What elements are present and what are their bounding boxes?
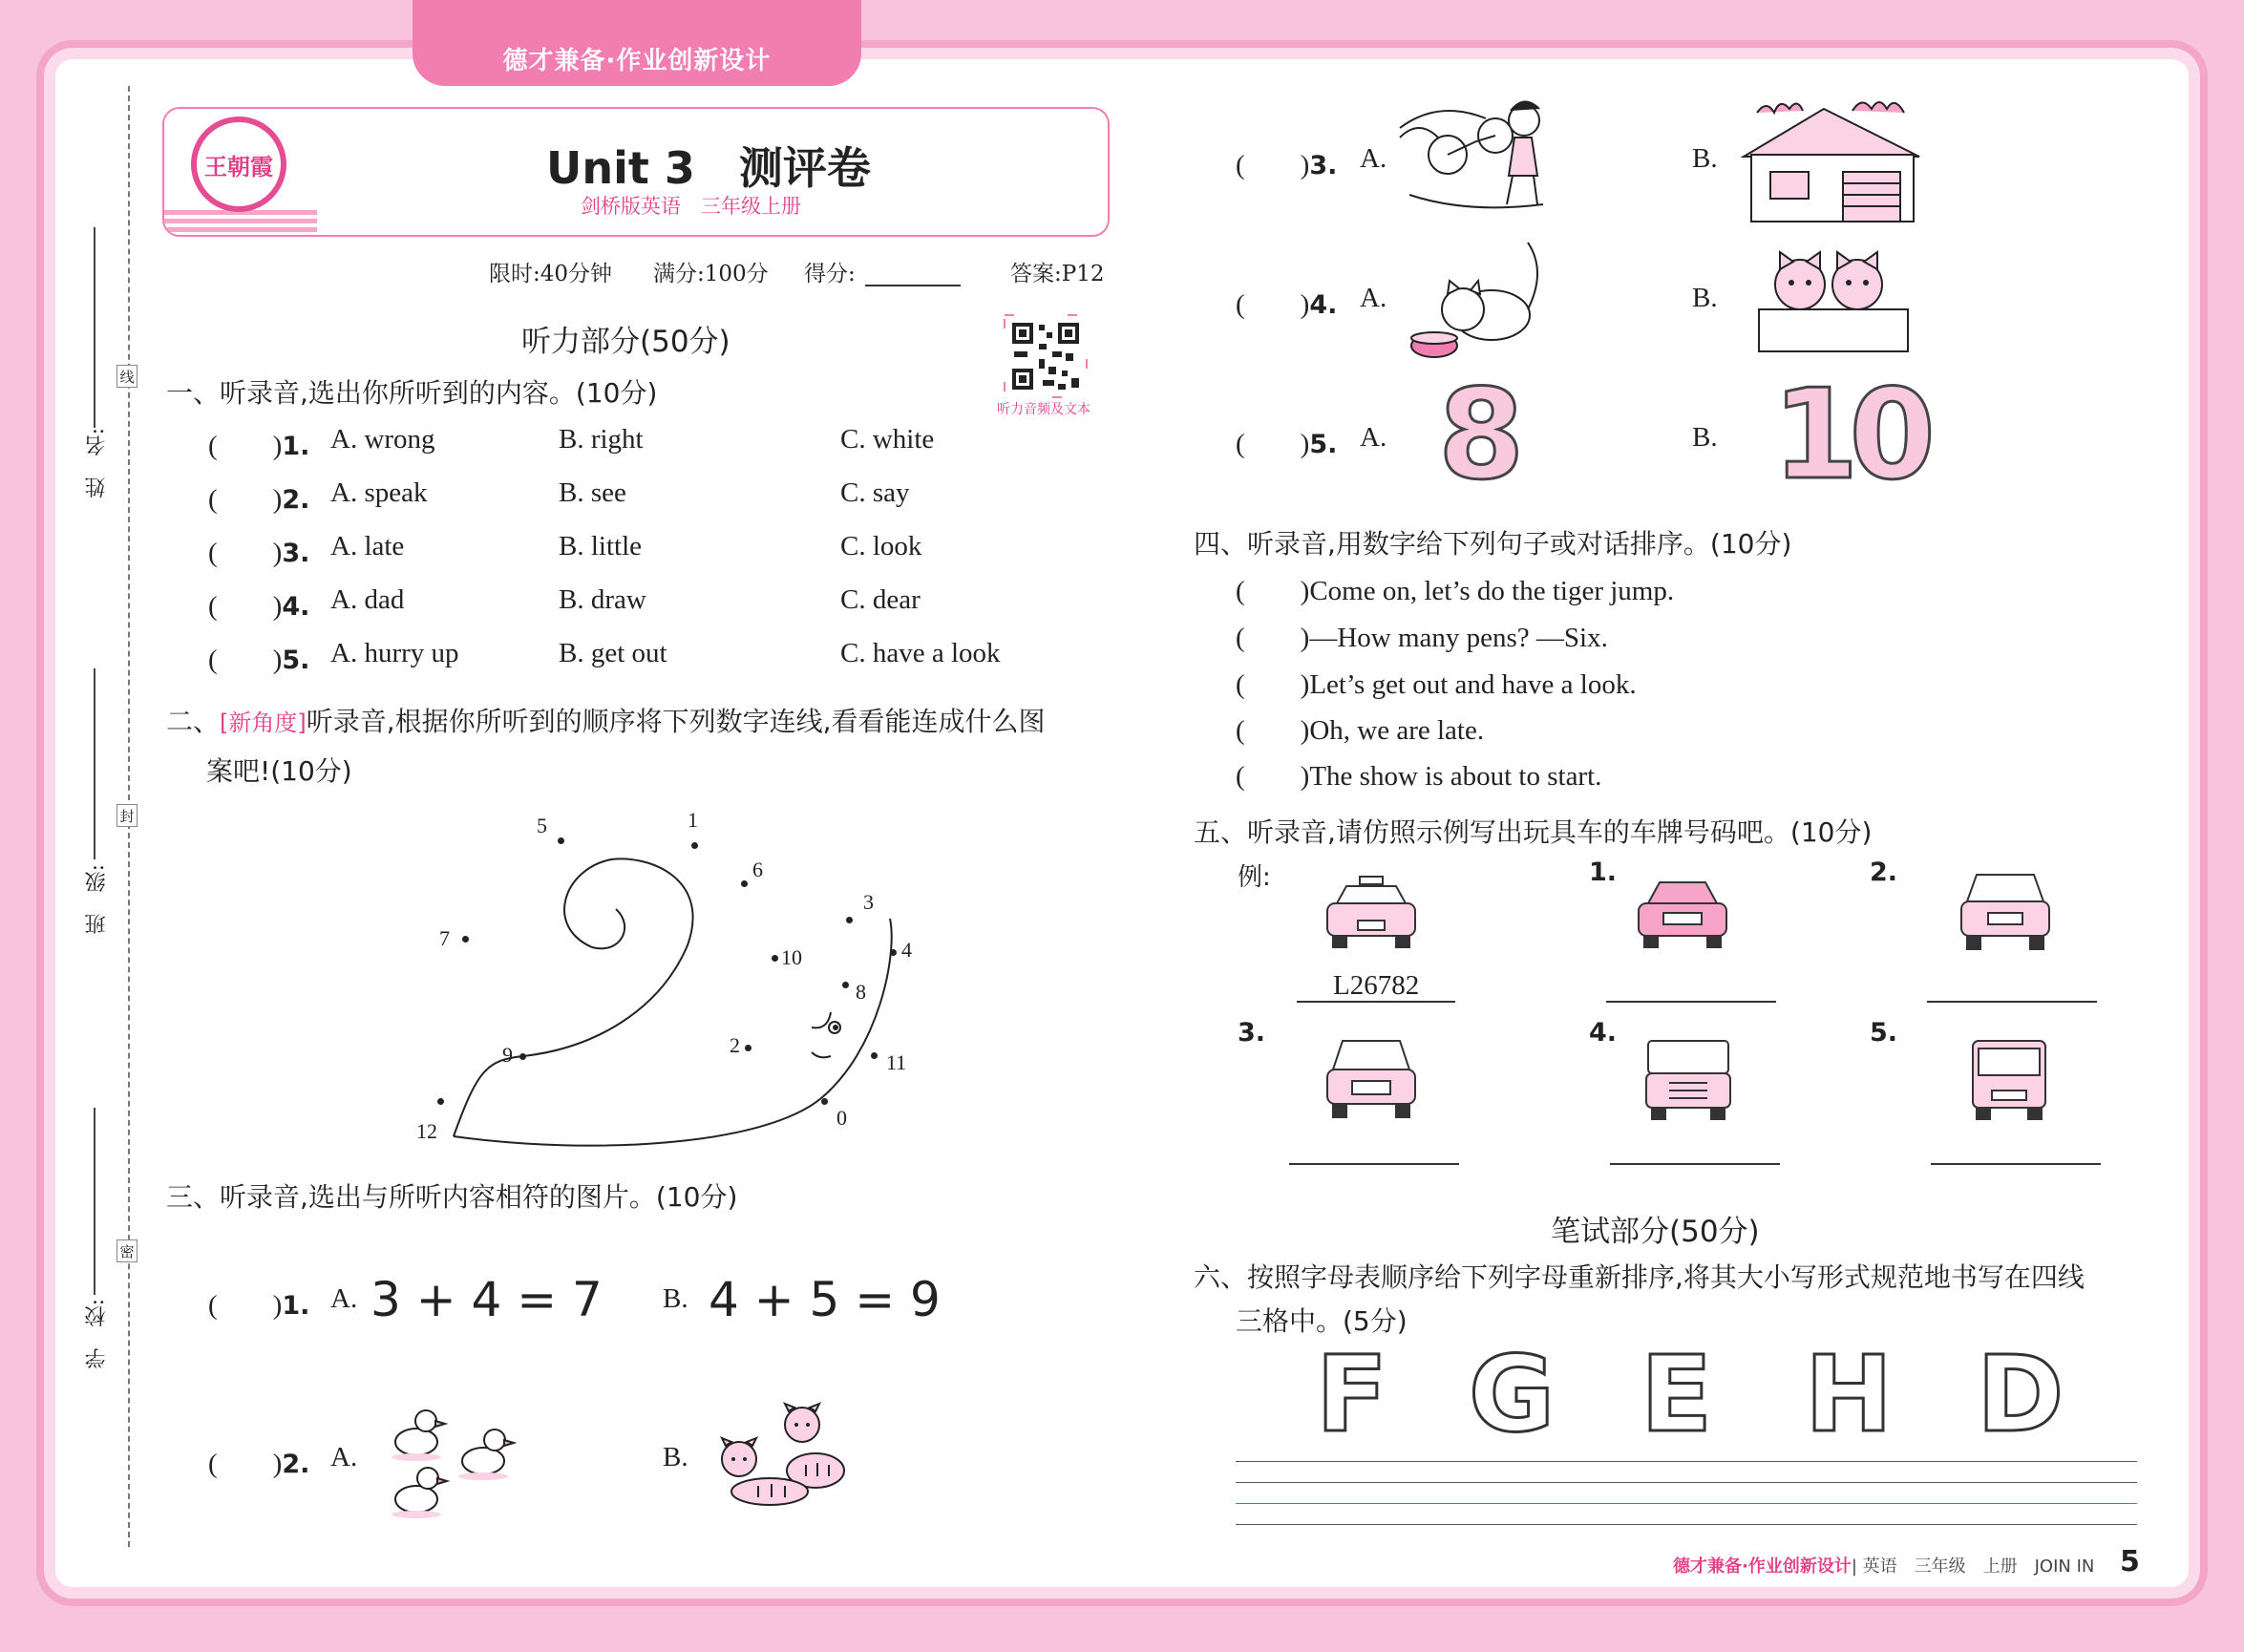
dot-label-4: 4 — [901, 938, 912, 962]
name-label: 姓 名: — [85, 428, 109, 498]
q5-label-3: 3. — [1238, 1018, 1266, 1048]
q2-heading-cont: 案吧!(10分) — [206, 755, 352, 787]
top-tab: 德才兼备·作业创新设计 — [413, 0, 861, 86]
q1-number: 3. — [282, 539, 310, 568]
answer-blank[interactable]: ( ) — [1236, 669, 1310, 700]
dot-label-5: 5 — [537, 814, 547, 837]
dot-10[interactable] — [772, 955, 778, 962]
letter-G: G — [1469, 1333, 1556, 1455]
plate-field-3[interactable] — [1289, 1163, 1459, 1165]
q6-heading-cont: 三格中。(5分) — [1236, 1305, 1408, 1337]
header-box — [162, 107, 1110, 237]
q1-3-option-a: A. late — [330, 531, 405, 561]
q1-1-option-c: C. white — [840, 424, 935, 455]
full-score: 满分:100分 — [653, 262, 769, 286]
q3-3-label-a: A. — [1360, 143, 1387, 174]
page-title: Unit 3 测评卷 — [546, 142, 871, 194]
dot-label-0: 0 — [836, 1106, 847, 1130]
q3-5-label-b: B. — [1692, 422, 1718, 453]
dot-label-1: 1 — [688, 808, 698, 832]
dot-6[interactable] — [741, 880, 748, 887]
answer-blank[interactable]: ( ) — [208, 431, 283, 461]
q3-4-label-b: B. — [1692, 283, 1718, 313]
dot-1[interactable] — [691, 842, 698, 849]
answer-blank[interactable]: ( ) — [1236, 576, 1310, 606]
footer-info: | 英语 三年级 上册 JOIN IN — [1851, 1557, 2095, 1577]
q4-item-3 — [1236, 663, 1637, 702]
class-label: 班 级: — [85, 864, 109, 935]
letter-H: H — [1805, 1333, 1894, 1455]
q1-5-option-b: B. get out — [559, 638, 667, 668]
q1-3-option-b: B. little — [559, 531, 642, 561]
q4-sentence: Oh, we are late. — [1309, 715, 1485, 746]
dot-2[interactable] — [745, 1045, 752, 1051]
letter-F: F — [1316, 1333, 1388, 1455]
listening-title: 听力部分(50分) — [521, 325, 730, 359]
dot-label-11: 11 — [886, 1050, 907, 1074]
example-plate: L26782 — [1333, 970, 1420, 1001]
q5-label-2: 2. — [1870, 858, 1898, 887]
page-number: 5 — [2120, 1545, 2140, 1578]
q3-4-label-a: A. — [1360, 283, 1387, 313]
example-label: 例: — [1238, 863, 1271, 892]
tigers-picture — [710, 1404, 863, 1518]
answer-blank[interactable]: ( ) — [1236, 715, 1310, 746]
q3-number: 2. — [282, 1450, 310, 1479]
qr-code — [1005, 315, 1087, 397]
answer-ref: 答案:P12 — [1010, 262, 1105, 286]
q3-number: 1. — [282, 1291, 310, 1321]
answer-blank[interactable]: ( ) — [1236, 623, 1310, 653]
q1-number: 5. — [282, 646, 310, 675]
ducks-picture — [369, 1394, 540, 1528]
q4-sentence: The show is about to start. — [1309, 761, 1602, 792]
q1-number: 2. — [282, 485, 310, 515]
q1-1-option-a: A. wrong — [330, 424, 435, 455]
q3-row-3 — [1236, 143, 1337, 182]
four-line-grid[interactable] — [1236, 1461, 2137, 1528]
grid-line — [1236, 1503, 2137, 1504]
answer-blank[interactable]: ( ) — [208, 484, 283, 515]
dot-0[interactable] — [821, 1098, 828, 1105]
house-fire-picture — [1738, 95, 1929, 225]
q4-item-5 — [1236, 754, 1601, 794]
q2-heading-text: 听录音,根据你所听到的顺序将下列数字连线,看看能连成什么图 — [306, 706, 1046, 737]
answer-blank[interactable]: ( ) — [1236, 289, 1310, 320]
dot-to-dot-snail[interactable] — [382, 802, 993, 1165]
answer-blank[interactable]: ( ) — [208, 1449, 283, 1479]
q2-heading — [166, 701, 1046, 739]
q3-heading: 三、听录音,选出与所听内容相符的图片。(10分) — [166, 1181, 738, 1213]
plate-field-5[interactable] — [1931, 1163, 2101, 1165]
q1-4-option-b: B. draw — [559, 584, 646, 615]
new-angle-tag: [新角度] — [220, 710, 307, 736]
q1-row-4 — [208, 584, 309, 624]
q1-heading: 一、听录音,选出你所听到的内容。(10分) — [166, 377, 658, 409]
q3-row-2 — [208, 1442, 309, 1481]
dot-label-7: 7 — [439, 926, 450, 950]
q1-2-option-b: B. see — [559, 477, 626, 508]
dot-label-12: 12 — [416, 1119, 437, 1143]
q4-item-4 — [1236, 709, 1484, 748]
q3-row-5 — [1236, 422, 1337, 461]
answer-blank[interactable]: ( ) — [1236, 150, 1310, 180]
score-field[interactable] — [865, 285, 961, 286]
logo-band — [164, 210, 317, 235]
q3-5-label-a: A. — [1360, 422, 1387, 453]
q1-4-option-a: A. dad — [330, 584, 405, 615]
q1-number: 4. — [282, 592, 310, 622]
q1-2-option-a: A. speak — [330, 477, 428, 508]
q4-sentence: Come on, let’s do the tiger jump. — [1309, 576, 1675, 606]
letter-E: E — [1641, 1333, 1713, 1455]
q6-heading: 六、按照字母表顺序给下列字母重新排序,将其大小写形式规范地书写在四线 — [1194, 1261, 2085, 1293]
q1-row-1 — [208, 424, 309, 463]
answer-blank[interactable]: ( ) — [208, 538, 283, 568]
writing-title: 笔试部分(50分) — [1551, 1215, 1760, 1249]
q1-3-option-c: C. look — [840, 531, 922, 561]
q4-sentence: —How many pens? —Six. — [1309, 623, 1608, 653]
grid-line — [1236, 1482, 2137, 1483]
number-ten-picture: 10 — [1772, 362, 1926, 507]
letter-D: D — [1977, 1333, 2064, 1455]
q3-number: 5. — [1309, 430, 1338, 459]
van-picture — [1958, 869, 2053, 955]
dot-7[interactable] — [462, 936, 469, 942]
q4-heading: 四、听录音,用数字给下列句子或对话排序。(10分) — [1194, 528, 1792, 560]
q1-5-option-a: A. hurry up — [330, 638, 459, 668]
plate-field-4[interactable] — [1610, 1163, 1780, 1165]
name-field[interactable] — [94, 227, 95, 428]
grid-line — [1236, 1524, 2137, 1525]
plate-field-2[interactable] — [1927, 1001, 2097, 1003]
q5-label-1: 1. — [1589, 858, 1618, 887]
dot-label-3: 3 — [863, 890, 874, 914]
example-plate-line — [1297, 1001, 1455, 1003]
qr-caption: 听力音频及文本 — [997, 402, 1090, 417]
dot-5[interactable] — [558, 837, 564, 844]
dot-9[interactable] — [519, 1053, 526, 1060]
q1-5-option-c: C. have a look — [840, 638, 1001, 668]
answer-blank[interactable]: ( ) — [208, 1290, 283, 1321]
q4-item-1 — [1236, 569, 1674, 608]
footer — [1673, 1553, 2094, 1578]
q3-number: 3. — [1309, 151, 1338, 180]
dot-4[interactable] — [890, 949, 897, 956]
q3-3-label-b: B. — [1692, 143, 1718, 174]
answer-blank[interactable]: ( ) — [1236, 429, 1310, 459]
answer-blank[interactable]: ( ) — [208, 645, 283, 675]
dot-label-10: 10 — [781, 945, 802, 969]
q2-prefix: 二、 — [166, 706, 221, 737]
q1-row-2 — [208, 477, 309, 517]
q1-number: 1. — [282, 432, 310, 461]
q1-row-5 — [208, 638, 309, 677]
bus-picture — [1969, 1037, 2049, 1123]
q4-sentence: Let’s get out and have a look. — [1309, 669, 1637, 700]
girl-bike-picture — [1400, 99, 1553, 223]
q5-label-4: 4. — [1589, 1018, 1618, 1048]
q1-2-option-c: C. say — [840, 477, 910, 508]
q3-row-1 — [208, 1283, 309, 1323]
dot-3[interactable] — [846, 917, 853, 923]
school-field[interactable] — [94, 1108, 95, 1295]
brand-logo: 王朝霞 — [191, 116, 286, 212]
dot-label-2: 2 — [730, 1033, 740, 1057]
cat-eating-picture — [1406, 243, 1549, 367]
q3-1-equation-a: 3 + 4 = 7 — [370, 1272, 603, 1327]
school-label: 学 校: — [85, 1299, 109, 1369]
time-limit: 限时:40分钟 — [489, 262, 613, 286]
truck-picture — [1642, 1037, 1734, 1123]
q3-row-4 — [1236, 283, 1337, 322]
answer-blank[interactable]: ( ) — [1236, 761, 1310, 792]
q5-heading: 五、听录音,请仿照示例写出玩具车的车牌号码吧。(10分) — [1194, 816, 1873, 848]
q1-row-3 — [208, 531, 309, 570]
dot-label-6: 6 — [752, 858, 763, 881]
q5-label-5: 5. — [1870, 1018, 1898, 1048]
grid-line — [1236, 1461, 2137, 1462]
q3-1-equation-b: 4 + 5 = 9 — [709, 1272, 941, 1327]
suv-picture — [1323, 1037, 1419, 1123]
q3-number: 4. — [1309, 290, 1338, 320]
footer-brand: 德才兼备·作业创新设计 — [1673, 1557, 1852, 1577]
dot-12[interactable] — [437, 1098, 444, 1105]
q1-4-option-c: C. dear — [840, 584, 921, 615]
cats-in-box-picture — [1757, 250, 1910, 355]
page-subtitle: 剑桥版英语 三年级上册 — [581, 195, 801, 218]
taxi-car-picture — [1323, 875, 1419, 951]
number-eight-picture: 8 — [1438, 362, 1525, 507]
q3-2-label-a: A. — [330, 1442, 358, 1472]
score-label: 得分: — [804, 262, 856, 286]
side-mark-line: 线 — [116, 365, 138, 388]
dot-11[interactable] — [871, 1052, 878, 1059]
q1-1-option-b: B. right — [559, 424, 644, 455]
dot-label-9: 9 — [502, 1043, 513, 1067]
q3-1-label-a: A. — [330, 1283, 358, 1314]
pink-car-picture — [1635, 875, 1730, 951]
side-mark-seal: 封 — [116, 804, 138, 827]
dot-8[interactable] — [842, 982, 849, 988]
q4-item-2 — [1236, 616, 1608, 655]
answer-blank[interactable]: ( ) — [208, 591, 283, 622]
class-field[interactable] — [94, 668, 95, 859]
side-mark-secret: 密 — [116, 1239, 138, 1262]
plate-field-1[interactable] — [1606, 1001, 1776, 1003]
dot-label-8: 8 — [856, 980, 866, 1004]
q3-2-label-b: B. — [663, 1442, 688, 1472]
q3-1-label-b: B. — [663, 1283, 688, 1314]
